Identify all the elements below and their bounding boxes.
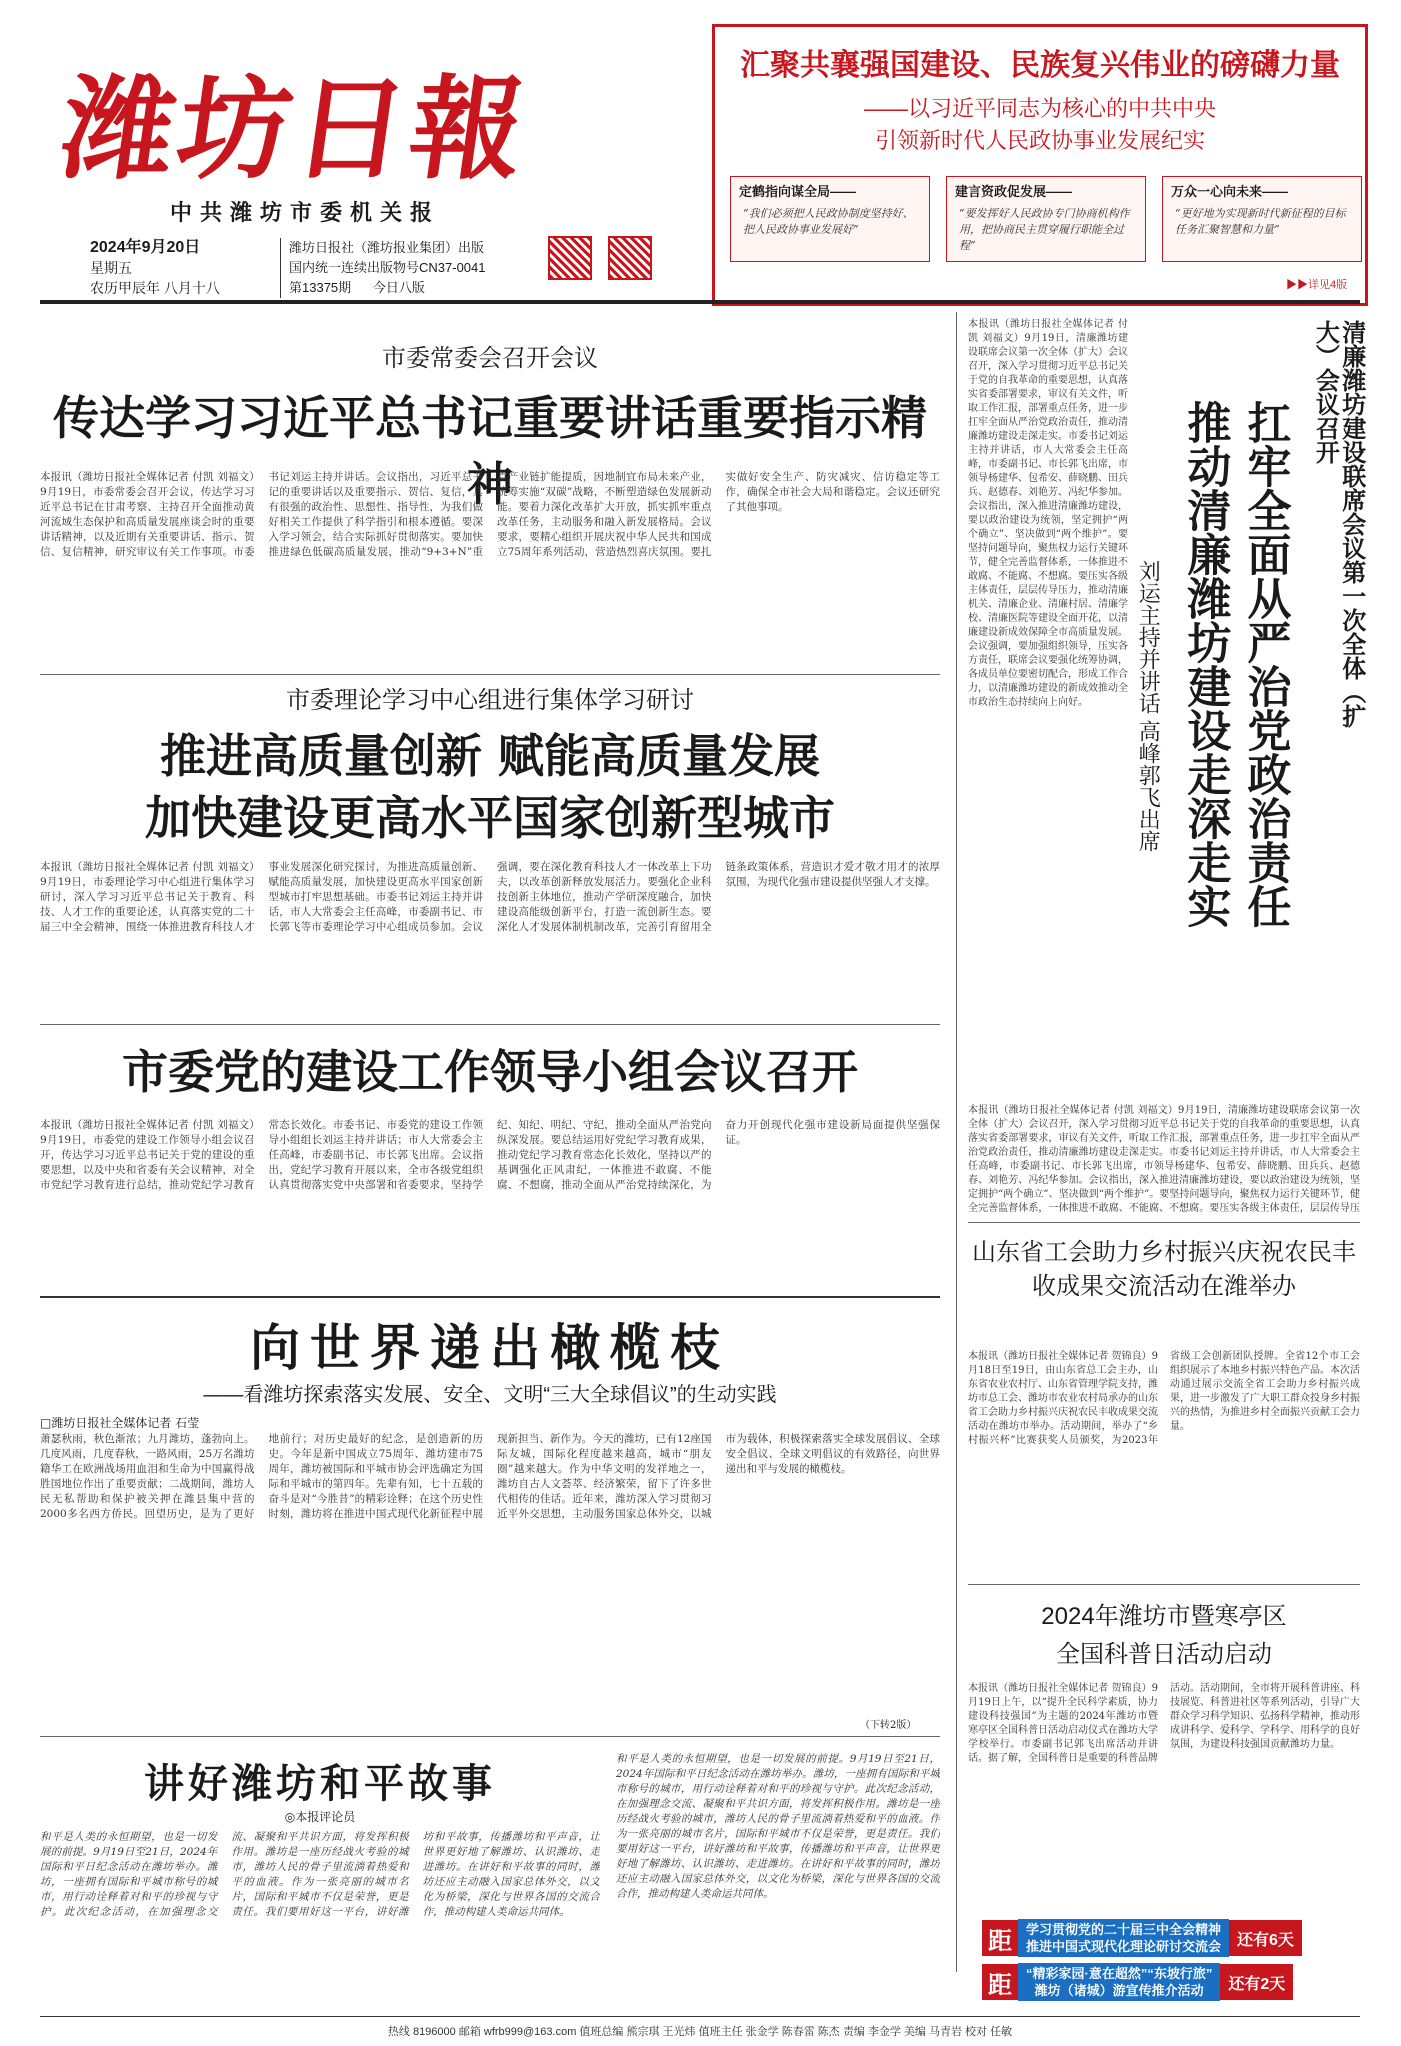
story5-body: 和平是人类的永恒期望，也是一切发展的前提。9月19日至21日，2024年国际和平日纪念活动在潍坊举办。潍坊，一座拥有国际和平城市称号的城市，用行动诠释着对和平的珍视与守护。此次纪念活动，在加强理念交流、凝聚和平共识方面，将发挥积极作用。潍坊是一座历经战火考验的城市，潍坊人民的骨子里流淌着热爱和平的血液。作为一张亮丽的城市名片，国际和平城市不仅是荣誉，更是责任。我们要用好这一平台，讲好潍坊和平故事，传播潍坊和平声音，让世界更好地了解潍坊、认识潍坊、走进潍坊。在讲好和平故事的同时，潍坊还应主动融入国家总体外交，以文化为桥梁，深化与世界各国的交流合作，推动构建人类命运共同体。 (40, 1831, 600, 1918)
story3-body: 本报讯（潍坊日报社全媒体记者 付凯 刘福文）9月19日，市委党的建设工作领导小组会议召开，传达学习习近平总书记关于党的建设的重要思想，以及中央和省委有关会议精神，对全市党纪学习教育进行总结，推动党纪学习教育常态长效化。市委书记、市委党的建设工作领导小组组长刘运主持并讲话；市人大常委会主任高峰，市委副书记、市长郭飞出席。会议指出，党纪学习教育开展以来，全市各级党组织认真贯彻落实党中央部署和省委要求，坚持学纪、知纪、明纪、守纪，推动全面从严治党向纵深发展。要总结运用好党纪学习教育成果，推动党纪学习教育常态化长效化，坚持以严的基调强化正风肃纪，一体推进不敢腐、不能腐、不想腐，推动全面从严治党持续深化，为奋力开创现代化强市建设新局面提供坚强保证。 (40, 1119, 940, 1191)
countdown-event-line2: 潍坊（诸城）游宣传推介活动 (1034, 1983, 1204, 1998)
page-count: 今日八版 (372, 280, 425, 295)
right-story3-headline-2[interactable]: 全国科普日活动启动 (1056, 1641, 1272, 1668)
right-story2-headline[interactable]: 山东省工会助力乡村振兴庆祝农民丰收成果交流活动在潍举办 (972, 1239, 1356, 1300)
teaser-card[interactable] (946, 176, 1146, 262)
right-main-body: 本报讯（潍坊日报社全媒体记者 付凯 刘福文）9月19日，清廉潍坊建设联席会议第一次全体（扩大）会议召开，深入学习贯彻习近平总书记关于党的自我革命的重要思想，认真落实省委部署要求，审议有关文件，听取工作汇报，部署重点任务，进一步扛牢全面从严治党政治责任，推动清廉潍坊建设走深走实。市委书记刘运主持并讲话，市人大常委会主任高峰，市委副书记、市长郭飞出席，市领导杨建华、包希安、薛晓鹏、田兵兵、赵德春、刘艳芳、冯纪华参加。会议指出，深入推进清廉潍坊建设，要以政治建设为统领，坚定拥护“两个确立”、坚决做到“两个维护”。要坚持问题导向，聚焦权力运行关键环节，健全完善监督体系，一体推进不敢腐、不能腐、不想腐。要压实各级主体责任，层层传导压力，推动清廉机关、清廉企业、清廉村居、清廉学校、清廉医院等建设全面开花，以清廉建设新成效保障全市高质量发展。会议强调，要加强组织领导，压实各方责任，联席会议要强化统筹协调，各成员单位要密切配合，形成工作合力，以清廉潍坊建设的新成效推动全市政治生态持续向上向好。 (968, 319, 1128, 708)
divider (968, 1222, 1360, 1223)
top-feature-subtitle-1: ——以习近平同志为核心的中共中央 (863, 96, 1216, 121)
teaser-card[interactable] (730, 176, 930, 262)
right-main-headline-1[interactable]: 扛牢全面从严治党政治责任 (1239, 400, 1291, 928)
qr-code-icon[interactable] (548, 236, 592, 280)
date-block (90, 238, 220, 298)
right-story3-body: 本报讯（潍坊日报社全媒体记者 贺锦良）9月19日上午，以“提升全民科学素质，协力建设科技强国”为主题的2024年潍坊市暨寒亭区全国科普日活动启动仪式在潍坊大学学校举行。市委副书记郭飞出席活动并讲话。据了解，全国科普日是重要的科普品牌活动。活动期间，全市将开展科普讲座、科技展览、科普进社区等系列活动，引导广大群众学习科学知识、弘扬科学精神，推动形成讲科学、爱科学、学科学、用科学的良好氛围，为建设科技强国贡献潍坊力量。 (968, 1683, 1360, 1764)
countdown-event (1018, 1963, 1220, 2001)
story5-body-cont: 和平是人类的永恒期望，也是一切发展的前提。9月19日至21日，2024年国际和平日纪念活动在潍坊举办。潍坊，一座拥有国际和平城市称号的城市，用行动诠释着对和平的珍视与守护。此次纪念活动，在加强理念交流、凝聚和平共识方面，将发挥积极作用。潍坊是一座历经战火考验的城市，潍坊人民的骨子里流淌着热爱和平的血液。作为一张亮丽的城市名片，国际和平城市不仅是荣誉，更是责任。我们要用好这一平台，讲好潍坊和平故事，传播潍坊和平声音，让世界更好地了解潍坊、认识潍坊、走进潍坊。在讲好和平故事的同时，潍坊还应主动融入国家总体外交，以文化为桥梁，深化与世界各国的交流合作，推动构建人类命运共同体。 (616, 1753, 940, 1900)
cn-number: 国内统一连续出版物号CN37-0041 (289, 260, 486, 275)
divider (40, 1024, 940, 1025)
countdown-label: 距 (982, 1920, 1018, 1956)
story4-subhead: ——看潍坊探索落实发展、安全、文明“三大全球倡议”的生动实践 (203, 1384, 777, 1406)
see-page-link[interactable]: ▶▶详见4版 (1286, 279, 1348, 291)
issue-number: 第13375期 (289, 280, 352, 295)
story4-headline[interactable]: 向世界递出橄榄枝 (250, 1318, 730, 1377)
teaser-title: 万众一心向未来—— (1171, 184, 1289, 199)
story5-headline[interactable]: 讲好潍坊和平故事 (144, 1760, 496, 1807)
divider (40, 1736, 940, 1737)
story1-kicker: 市委常委会召开会议 (382, 345, 598, 372)
story2-headline-1[interactable]: 推进高质量创新 赋能高质量发展 (159, 729, 820, 783)
story2-kicker: 市委理论学习中心组进行集体学习研讨 (286, 687, 694, 714)
countdown-days: 还有2天 (1220, 1964, 1293, 2000)
divider (40, 1296, 940, 1298)
countdown-bar[interactable] (982, 1962, 1293, 2002)
teaser-body: “要发挥好人民政协专门协商机构作用，把协商民主贯穿履行职能全过程” (959, 207, 1130, 252)
masthead-divider (40, 300, 1360, 304)
weekday: 星期五 (90, 260, 132, 276)
column-divider (956, 312, 957, 1972)
story1-body: 本报讯（潍坊日报社全媒体记者 付凯 刘福文）9月19日，市委常委会召开会议，传达学习习近平总书记在甘肃考察、主持召开全面推动黄河流域生态保护和高质量发展座谈会时的重要讲话精神，以及近期有关重要讲话、指示、贺信、复信精神，研究审议有关工作事项。市委书记刘运主持并讲话。会议指出，习近平总书记的重要讲话以及重要指示、贺信、复信，具有很强的政治性、思想性、指导性，为我们做好相关工作提供了科学指引和根本遵循。要深入学习领会，结合实际抓好贯彻落实。要加快推进绿色低碳高质量发展，推动“9+3+N”重点产业链扩能提质，因地制宜布局未来产业，统筹实施“双碳”战略，不断塑造绿色发展新动能。要着力深化改革扩大开放，抓实抓牢重点改革任务，主动服务和融入新发展格局。会议要求，要精心组织开展庆祝中华人民共和国成立75周年系列活动，营造热烈喜庆氛围。要扎实做好安全生产、防灾减灾、信访稳定等工作，确保全市社会大局和谐稳定。会议还研究了其他事项。 (40, 471, 940, 558)
countdown-bar[interactable] (982, 1918, 1302, 1958)
story2-body: 本报讯（潍坊日报社全媒体记者 付凯 刘福文）9月19日，市委理论学习中心组进行集体学习研讨，深入学习习近平总书记关于教育、科技、人才工作的重要论述，认真落实党的二十届三中全会精神，围绕一体推进教育科技人才事业发展深化研究探讨，为推进高质量创新、赋能高质量发展，加快建设更高水平国家创新型城市打牢思想基础。市委书记刘运主持并讲话，市人大常委会主任高峰，市委副书记、市长郭飞等市委理论学习中心组成员参加。会议强调，要在深化教育科技人才一体改革上下功夫，以改革创新释放发展活力。要强化企业科技创新主体地位，推动产学研深度融合，加快建设高能级创新平台，打造一流创新生态。要深化人才发展体制机制改革，完善引育留用全链条政策体系，营造识才爱才敬才用才的浓厚氛围，为现代化强市建设提供坚强人才支撑。 (40, 861, 940, 933)
divider (968, 1584, 1360, 1585)
story1-headline[interactable]: 传达学习习近平总书记重要讲话重要指示精神 (53, 391, 927, 511)
right-story2-body: 本报讯（潍坊日报社全媒体记者 贺锦良）9月18日至19日，由山东省总工会主办，山东省农业农村厅、山东省管理学院支持，潍坊市总工会、潍坊市农业农村局承办的山东省工会助力乡村振兴庆祝农民丰收成果交流活动在潍坊市举办。活动期间，举办了“乡村振兴杯”比赛获奖人员颁奖，为2023年省级工会创新团队授牌。全省12个市工会组织展示了本地乡村振兴特色产品。本次活动通过展示交流全省工会助力乡村振兴成果，进一步激发了广大职工群众投身乡村振兴的热情，为推进乡村全面振兴贡献工会力量。 (968, 1351, 1360, 1446)
story4-continued[interactable]: （下转2版） (860, 1720, 917, 1731)
top-feature-title: 汇聚共襄强国建设、民族复兴伟业的磅礴力量 (740, 49, 1340, 82)
divider (40, 674, 940, 675)
story5-byline: ◎本报评论员 (284, 1810, 356, 1824)
newspaper-logo: 潍坊日報 (53, 64, 536, 195)
teaser-body: “更好地为实现新时代新征程的目标任务汇聚智慧和力量” (1175, 207, 1346, 236)
teaser-title: 定鹤指向谋全局—— (739, 184, 857, 199)
top-feature-subtitle-2: 引领新时代人民政协事业发展纪实 (874, 128, 1205, 153)
footer-credits: 热线 8196000 邮箱 wfrb999@163.com 值班总编 熊宗琪 王光炜 值班主任 张金学 陈春雷 陈杰 责编 李金学 美编 马青岩 校对 任敏 (40, 2016, 1360, 2039)
right-main-kicker: 清廉潍坊建设联席会议第一次全体（扩大）会议召开 (1311, 320, 1367, 728)
teaser-title: 建言资政促发展—— (955, 184, 1073, 199)
lunar-date: 农历甲辰年 八月十八 (90, 280, 220, 296)
countdown-event-line2: 推进中国式现代化理论研讨交流会 (1026, 1939, 1222, 1954)
right-main-presenters: 刘运主持并讲话 高峰郭飞出席 (1136, 560, 1162, 853)
date: 2024年9月20日 (90, 239, 201, 256)
story3-headline[interactable]: 市委党的建设工作领导小组会议召开 (122, 1045, 858, 1099)
publication-block (280, 238, 486, 298)
story4-body: 萧瑟秋雨，秋色渐浓；九月潍坊，蓬勃向上。几度风雨，几度春秋，一路风雨，25万名潍坊籍华工在欧洲战场用血泪和生命为中国赢得战胜国地位作出了重要贡献；二战期间，潍坊人民无私帮助和保护被关押在潍县集中营的2000多名西方侨民。回望历史，是为了更好地前行；对历史最好的纪念，是创造新的历史。今年是新中国成立75周年、潍坊建市75周年，潍坊被国际和平城市协会评选确定为国际和平城市的第四年。先辈有知，七十五载的奋斗是对“今胜昔”的精彩诠释；在这个历史性时刻，潍坊将在推进中国式现代化新征程中展现新担当、新作为。今天的潍坊，已有12座国际友城，国际化程度越来越高，城市“朋友圈”越来越大。作为中华文明的发祥地之一，潍坊自古人文荟萃、经济繁荣，留下了许多世代相传的佳话。近年来，潍坊深入学习贯彻习近平外交思想，主动服务国家总体外交，以城市为载体，积极探索落实全球发展倡议、全球安全倡议、全球文明倡议的有效路径，向世界递出和平与发展的橄榄枝。 (40, 1433, 940, 1520)
qr-code-icon[interactable] (608, 236, 652, 280)
newspaper-org: 中共潍坊市委机关报 (170, 200, 441, 225)
right-story3-headline-1[interactable]: 2024年潍坊市暨寒亭区 (1041, 1603, 1287, 1630)
countdown-event-line1: “精彩家园·意在超然”“东坡行旅” (1026, 1966, 1213, 1981)
story2-headline-2[interactable]: 加快建设更高水平国家创新型城市 (145, 791, 835, 845)
countdown-label: 距 (982, 1964, 1018, 2000)
right-main-body-cont: 本报讯（潍坊日报社全媒体记者 付凯 刘福文）9月19日，清廉潍坊建设联席会议第一次全体（扩大）会议召开，深入学习贯彻习近平总书记关于党的自我革命的重要思想，认真落实省委部署要求，审议有关文件，听取工作汇报，部署重点任务，进一步扛牢全面从严治党政治责任，推动清廉潍坊建设走深走实。市委书记刘运主持并讲话，市人大常委会主任高峰，市委副书记、市长郭飞出席，市领导杨建华、包希安、薛晓鹏、田兵兵、赵德春、刘艳芳、冯纪华参加。会议指出，深入推进清廉潍坊建设，要以政治建设为统领，坚定拥护“两个确立”、坚决做到“两个维护”。要坚持问题导向，聚焦权力运行关键环节，健全完善监督体系，一体推进不敢腐、不能腐、不想腐。要压实各级主体责任，层层传导压 (968, 1105, 1360, 1214)
teaser-card[interactable] (1162, 176, 1362, 262)
countdown-event-line1: 学习贯彻党的二十届三中全会精神 (1026, 1922, 1222, 1937)
publisher: 潍坊日报社（潍坊报业集团）出版 (289, 240, 485, 255)
right-main-headline-2[interactable]: 推动清廉潍坊建设走深走实 (1179, 400, 1231, 928)
countdown-event (1018, 1919, 1229, 1957)
teaser-body: “我们必须把人民政协制度坚持好、把人民政协事业发展好” (743, 207, 914, 236)
story4-byline: □潍坊日报社全媒体记者 石莹 (40, 1416, 200, 1430)
countdown-days: 还有6天 (1229, 1920, 1302, 1956)
